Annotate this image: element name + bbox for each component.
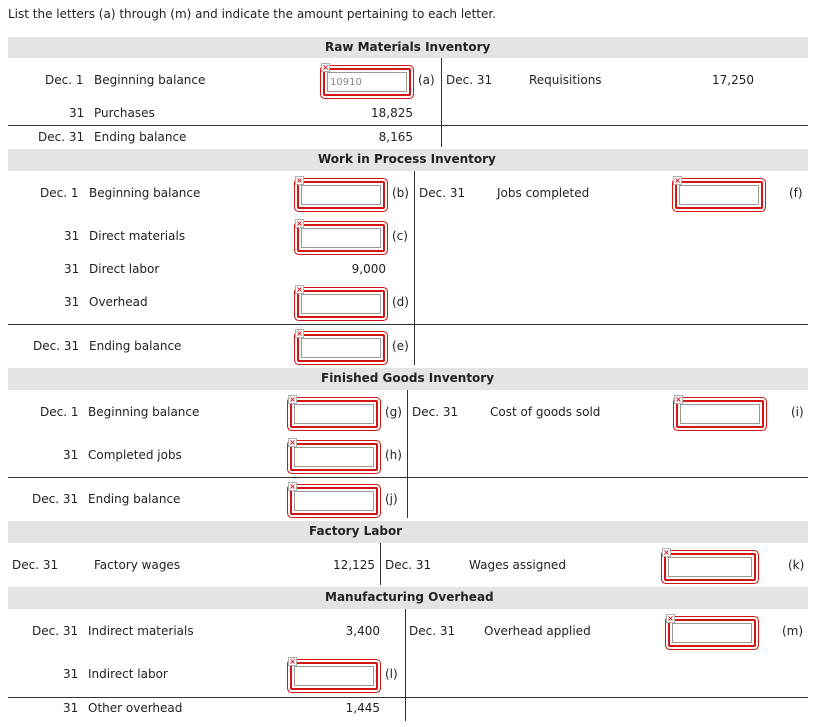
rm-letter-a: (a) [418,73,435,87]
labor-row1-value: 12,125 [333,558,375,572]
fg-title: Finished Goods Inventory [321,371,495,385]
wip-row3-value: 9,000 [351,262,386,276]
fg-letter-g: (g) [385,405,402,419]
labor-divider [380,543,381,585]
labor-wages-assigned-input[interactable] [668,557,752,577]
raw-materials-header [8,37,808,58]
broken-image-icon: × [289,395,296,404]
labor-credit-label: Wages assigned [469,558,566,572]
broken-image-icon: × [296,329,303,338]
overhead-total-line [8,697,808,698]
rm-credit-date: Dec. 31 [446,73,493,87]
wip-beginning-balance-input[interactable] [301,185,381,205]
overhead-row3-value: 1,445 [345,701,380,715]
rm-row3-date: Dec. 31 [38,130,85,144]
wip-ending-balance-field[interactable] [296,329,385,362]
labor-credit-date: Dec. 31 [385,558,432,572]
wip-direct-materials-field[interactable] [296,219,385,252]
fg-ending-balance-field[interactable] [289,482,378,515]
fg-row2-label: Completed jobs [88,448,182,462]
broken-image-icon: × [289,657,296,666]
wip-jobs-completed-input[interactable] [679,185,759,205]
fg-letter-i: (i) [791,405,804,419]
wip-letter-b: (b) [392,186,409,200]
rm-row1-date: Dec. 1 [45,73,84,87]
labor-wages-assigned-field[interactable] [663,548,756,581]
instructions: List the letters (a) through (m) and indicate the amount pertaining to each letter. [8,7,497,21]
wip-row5-date: Dec. 31 [33,339,80,353]
overhead-indirect-labor-input[interactable] [294,666,374,686]
overhead-row3-label: Other overhead [88,701,183,715]
broken-image-icon: × [675,395,682,404]
overhead-letter-m: (m) [782,624,804,638]
wip-letter-d: (d) [392,295,409,309]
fg-completed-jobs-input[interactable] [294,447,374,467]
raw-materials-divider [441,58,442,147]
rm-row2-value: 18,825 [371,106,413,120]
overhead-row1-value: 3,400 [345,624,380,638]
fg-beginning-balance-input[interactable] [294,404,374,424]
wip-overhead-input[interactable] [301,294,381,314]
labor-letter-k: (k) [788,558,805,572]
wip-row5-label: Ending balance [89,339,182,353]
fg-row2-date: 31 [63,448,79,462]
overhead-indirect-labor-field[interactable] [289,657,378,690]
wip-direct-materials-input[interactable] [301,228,381,248]
wip-row4-label: Overhead [89,295,148,309]
fg-total-line [8,477,808,478]
overhead-applied-field[interactable] [667,614,756,647]
labor-row1-date: Dec. 31 [12,558,59,572]
wip-total-line [8,324,808,325]
fg-completed-jobs-field[interactable] [289,438,378,471]
overhead-credit-date: Dec. 31 [409,624,456,638]
fg-header [8,368,808,390]
fg-divider [407,390,408,518]
broken-image-icon: × [289,438,296,447]
wip-letter-c: (c) [392,229,408,243]
wip-letter-e: (e) [392,339,409,353]
rm-row2-label: Purchases [94,106,155,120]
fg-row1-date: Dec. 1 [40,405,79,419]
labor-header [8,521,808,543]
fg-row3-date: Dec. 31 [32,492,79,506]
broken-image-icon: × [322,63,329,72]
fg-cost-of-goods-sold-input[interactable] [680,404,760,424]
wip-header [8,149,808,171]
rm-row2-date: 31 [69,106,85,120]
overhead-applied-input[interactable] [672,623,752,643]
wip-row1-date: Dec. 1 [40,186,79,200]
wip-overhead-field[interactable] [296,285,385,318]
broken-image-icon: × [296,285,303,294]
overhead-row2-label: Indirect labor [88,667,168,681]
wip-row2-date: 31 [64,229,80,243]
broken-image-icon: × [296,176,303,185]
fg-row1-label: Beginning balance [88,405,200,419]
overhead-header [8,587,808,609]
rm-beginning-balance-input[interactable] [327,72,407,92]
overhead-row1-label: Indirect materials [88,624,194,638]
rm-credit-label: Requisitions [529,73,602,87]
broken-image-icon: × [667,614,674,623]
wip-row3-date: 31 [64,262,80,276]
wip-letter-f: (f) [789,186,803,200]
wip-ending-balance-input[interactable] [301,338,381,358]
overhead-credit-label: Overhead applied [484,624,591,638]
raw-materials-total-line [8,125,808,126]
broken-image-icon: × [296,219,303,228]
rm-credit-value: 17,250 [712,73,754,87]
fg-letter-j: (j) [385,492,398,506]
fg-ending-balance-input[interactable] [294,491,374,511]
rm-row3-label: Ending balance [94,130,187,144]
wip-divider [414,171,415,365]
wip-credit-label: Jobs completed [497,186,590,200]
overhead-row1-date: Dec. 31 [32,624,79,638]
labor-title: Factory Labor [309,524,403,538]
wip-row4-date: 31 [64,295,80,309]
overhead-row3-date: 31 [63,701,79,715]
fg-credit-date: Dec. 31 [412,405,459,419]
overhead-title: Manufacturing Overhead [325,590,494,604]
fg-beginning-balance-field[interactable] [289,395,378,428]
overhead-letter-l: (l) [385,667,398,681]
wip-title: Work in Process Inventory [318,152,496,166]
wip-row2-label: Direct materials [89,229,186,243]
fg-letter-h: (h) [385,448,402,462]
broken-image-icon: × [663,548,670,557]
broken-image-icon: × [674,176,681,185]
labor-row1-label: Factory wages [94,558,181,572]
raw-materials-title: Raw Materials Inventory [325,40,491,54]
rm-row3-value: 8,165 [378,130,413,144]
overhead-divider [405,609,406,721]
overhead-row2-date: 31 [63,667,79,681]
wip-beginning-balance-field[interactable] [296,176,385,209]
wip-row3-label: Direct labor [89,262,160,276]
rm-beginning-balance-field[interactable] [322,63,411,96]
broken-image-icon: × [289,482,296,491]
fg-cost-of-goods-sold-field[interactable] [675,395,764,428]
fg-row3-label: Ending balance [88,492,181,506]
wip-jobs-completed-field[interactable] [674,176,763,209]
wip-row1-label: Beginning balance [89,186,201,200]
wip-credit-date: Dec. 31 [419,186,466,200]
rm-row1-label: Beginning balance [94,73,206,87]
fg-credit-label: Cost of goods sold [490,405,601,419]
